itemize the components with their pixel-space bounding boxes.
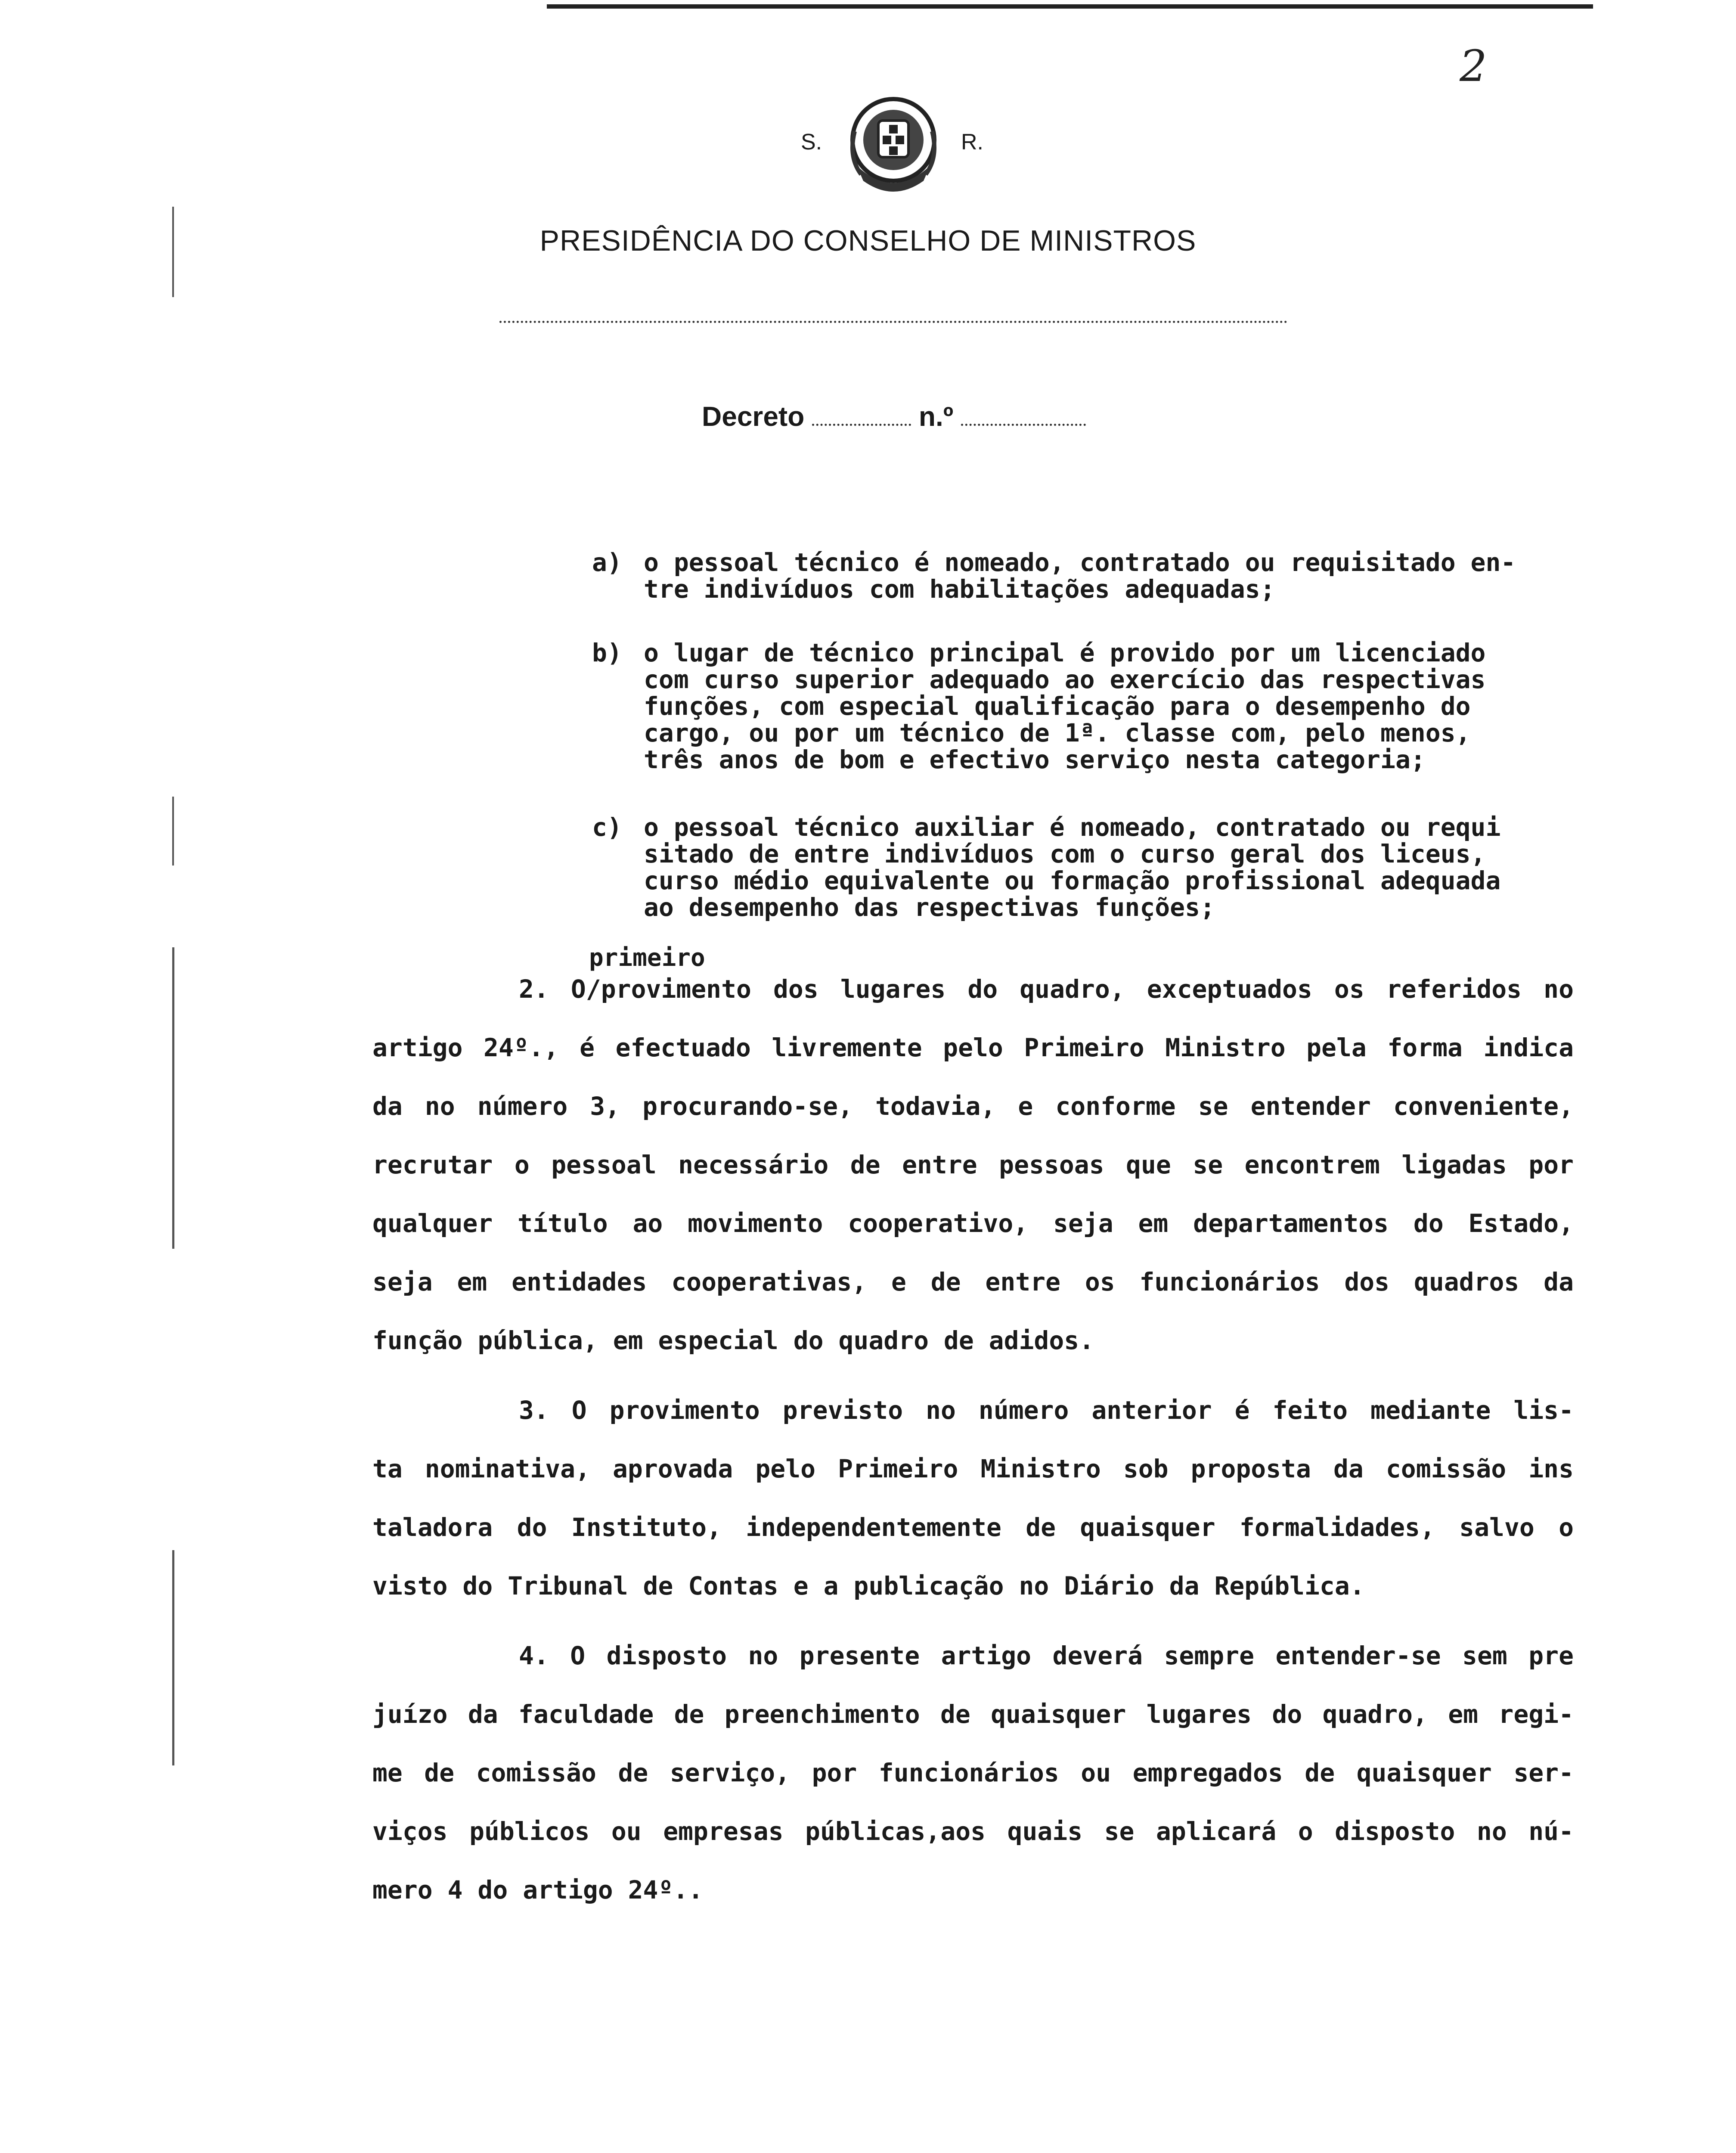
- scan-margin-mark: [172, 947, 174, 1249]
- paragraph-3-line: 3. O provimento previsto no número anterior é feito mediante lis-: [519, 1396, 1574, 1425]
- scan-margin-mark: [172, 207, 174, 297]
- header-right-letter: R.: [961, 130, 983, 155]
- paragraph-4-line: me de comissão de serviço, por funcionários ou empregados de quaisquer ser-: [372, 1758, 1574, 1787]
- paragraph-3-line: ta nominativa, aprovada pelo Primeiro Ministro sob proposta da comissão ins: [372, 1454, 1574, 1483]
- paragraph-4-line: mero 4 do artigo 24º..: [372, 1875, 704, 1905]
- top-border-rule: [547, 4, 1593, 9]
- scan-margin-mark: [172, 797, 174, 866]
- list-item-line: três anos de bom e efectivo serviço nesta categoria;: [644, 745, 1426, 774]
- list-item-line: funções, com especial qualificação para o desempenho do: [644, 692, 1471, 721]
- paragraph-2-line: seja em entidades cooperativas, e de entre os funcionários dos quadros da: [372, 1267, 1574, 1297]
- paragraph-3-line: taladora do Instituto, independentemente de quaisquer formalidades, salvo o: [372, 1513, 1574, 1542]
- header-dotted-line: [499, 321, 1287, 323]
- handwritten-insertion: primeiro: [589, 944, 705, 972]
- list-item-line: com curso superior adequado ao exercício das respectivas: [644, 665, 1486, 694]
- paragraph-2-line: função pública, em especial do quadro de adidos.: [372, 1326, 1094, 1355]
- paragraph-4-line: viços públicos ou empresas públicas,aos quais se aplicará o disposto no nú-: [372, 1817, 1574, 1846]
- scan-margin-mark: [172, 1550, 174, 1765]
- list-item-line: tre indivíduos com habilitações adequadas;: [644, 574, 1275, 604]
- decree-line: [702, 400, 1086, 432]
- paragraph-2-line: da no número 3, procurando-se, todavia, e conforme se entender conveniente,: [372, 1092, 1574, 1121]
- paragraph-4-line: juízo da faculdade de preenchimento de quaisquer lugares do quadro, em regi-: [372, 1700, 1574, 1729]
- list-item-marker: b): [592, 638, 622, 667]
- paragraph-2-line: artigo 24º., é efectuado livremente pelo Primeiro Ministro pela forma indica: [372, 1033, 1574, 1062]
- list-item-line: o pessoal técnico é nomeado, contratado ou requisitado en-: [644, 548, 1516, 577]
- paragraph-4-line: 4. O disposto no presente artigo deverá sempre entender-se sem pre: [519, 1641, 1574, 1670]
- list-item-line: o pessoal técnico auxiliar é nomeado, contratado ou requi: [644, 813, 1501, 842]
- decree-blank: [812, 419, 911, 426]
- paragraph-2-line: qualquer título ao movimento cooperativo, seja em departamentos do Estado,: [372, 1209, 1574, 1238]
- coat-of-arms-icon: [844, 93, 943, 200]
- header-left-letter: S.: [801, 130, 822, 155]
- list-item-line: ao desempenho das respectivas funções;: [644, 893, 1215, 922]
- list-item-line: sitado de entre indivíduos com o curso geral dos liceus,: [644, 839, 1486, 869]
- page-number: 2: [1460, 41, 1487, 91]
- decree-label: Decreto: [702, 401, 805, 432]
- paragraph-2-line: recrutar o pessoal necessário de entre pessoas que se encontrem ligadas por: [372, 1150, 1574, 1179]
- list-item-marker: a): [592, 548, 622, 577]
- number-blank: [961, 419, 1086, 426]
- list-item-line: curso médio equivalente ou formação profissional adequada: [644, 866, 1501, 895]
- paragraph-3-line: visto do Tribunal de Contas e a publicação no Diário da República.: [372, 1571, 1365, 1601]
- list-item-line: cargo, ou por um técnico de 1ª. classe com, pelo menos,: [644, 718, 1471, 748]
- number-label: n.º: [918, 401, 954, 432]
- list-item-line: o lugar de técnico principal é provido por um licenciado: [644, 638, 1486, 667]
- list-item-marker: c): [592, 813, 622, 842]
- paragraph-2-line: 2. O/provimento dos lugares do quadro, exceptuados os referidos no: [519, 974, 1574, 1004]
- institution-title: PRESIDÊNCIA DO CONSELHO DE MINISTROS: [539, 224, 1197, 257]
